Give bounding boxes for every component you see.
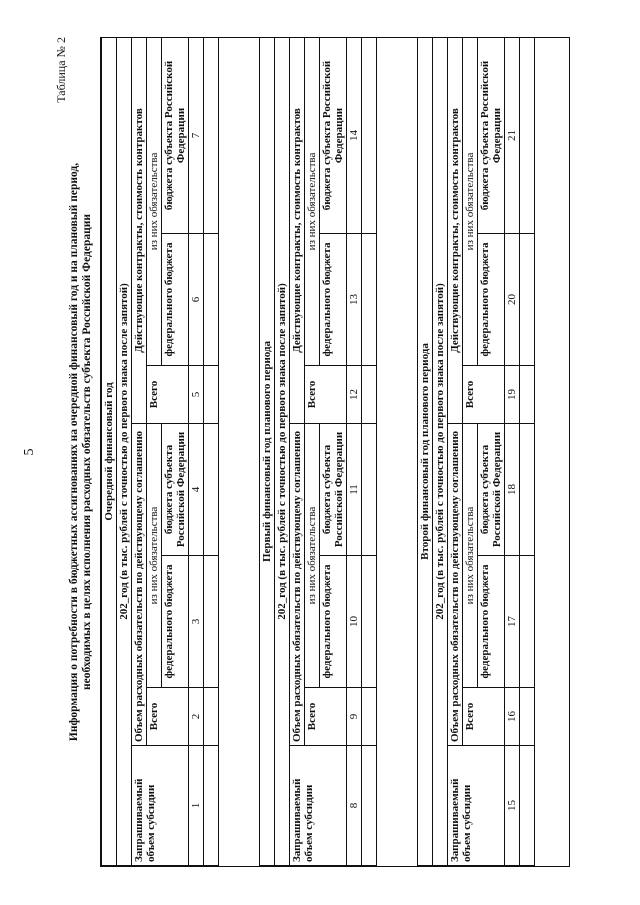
num-cell: 15 xyxy=(505,746,520,866)
num-cell: 6 xyxy=(189,234,204,366)
num-cell: 12 xyxy=(347,366,362,424)
block-current-year xyxy=(101,38,229,866)
col-of-which-2: из них обязательства xyxy=(147,37,162,365)
num-cell: 7 xyxy=(189,37,204,233)
table-number: Таблица № 2 xyxy=(54,37,68,103)
num-cell: 20 xyxy=(505,234,520,366)
num-cell: 18 xyxy=(505,424,520,556)
col-total-2: Всего xyxy=(463,366,505,424)
table-block-3 xyxy=(417,37,535,866)
num-cell: 2 xyxy=(189,688,204,746)
col-obligations: Объем расходных обязательств по действующему соглашению xyxy=(132,424,147,746)
block-second-plan-year xyxy=(417,38,535,866)
col-total: Всего xyxy=(305,688,347,746)
num-cell: 4 xyxy=(189,424,204,556)
col-regional-2: бюджета субъекта Российской Федерации xyxy=(478,37,505,233)
col-of-which: из них обязательства xyxy=(147,424,162,688)
col-total-2: Всего xyxy=(305,366,347,424)
col-of-which: из них обязательства xyxy=(463,424,478,688)
block-1-subheading: 202_год (в тыс. рублей с точностью до первого знака после запятой) xyxy=(117,37,132,865)
block-2-heading: Первый финансовый год планового периода xyxy=(260,37,275,865)
col-federal-2: федерального бюджета xyxy=(320,234,347,366)
col-contracts: Действующие контракты, стоимость контрактов xyxy=(132,37,147,423)
col-federal: федерального бюджета xyxy=(478,556,505,688)
col-total: Всего xyxy=(147,688,189,746)
table-frame xyxy=(100,37,570,867)
num-cell: 8 xyxy=(347,746,362,866)
col-requested-volume: Запрашиваемый объем субсидии xyxy=(132,746,189,866)
col-regional: бюджета субъекта Российской Федерации xyxy=(162,424,189,556)
col-of-which-2: из них обязательства xyxy=(463,37,478,365)
num-cell: 10 xyxy=(347,556,362,688)
col-requested-volume: Запрашиваемый объем субсидии xyxy=(448,746,505,866)
num-cell: 11 xyxy=(347,424,362,556)
num-cell: 1 xyxy=(189,746,204,866)
col-obligations: Объем расходных обязательств по действующему соглашению xyxy=(448,424,463,746)
table-block-2 xyxy=(259,37,377,866)
num-cell: 14 xyxy=(347,37,362,233)
block-2-subheading: 202_год (в тыс. рублей с точностью до первого знака после запятой) xyxy=(275,37,290,865)
title-line-1: Информация о потребности в бюджетных ассигнованиях на очередной финансовый год и на плановый период, xyxy=(68,162,80,742)
rotated-content xyxy=(22,37,580,867)
block-first-plan-year xyxy=(259,38,377,866)
block-3-subheading: 202_год (в тыс. рублей с точностью до первого знака после запятой) xyxy=(433,37,448,865)
num-cell: 9 xyxy=(347,688,362,746)
col-requested-volume: Запрашиваемый объем субсидии xyxy=(290,746,347,866)
block-1-heading: Очередной финансовый год xyxy=(102,37,117,865)
col-obligations: Объем расходных обязательств по действующему соглашению xyxy=(290,424,305,746)
col-regional: бюджета субъекта Российской Федерации xyxy=(320,424,347,556)
page-number: 5 xyxy=(22,448,37,456)
table-block-1 xyxy=(101,37,219,866)
num-cell: 17 xyxy=(505,556,520,688)
col-federal: федерального бюджета xyxy=(320,556,347,688)
col-federal-2: федерального бюджета xyxy=(162,234,189,366)
col-total: Всего xyxy=(463,688,505,746)
col-of-which: из них обязательства xyxy=(305,424,320,688)
col-federal: федерального бюджета xyxy=(162,556,189,688)
num-cell: 5 xyxy=(189,366,204,424)
document-title xyxy=(68,37,94,867)
col-of-which-2: из них обязательства xyxy=(305,37,320,365)
num-cell: 21 xyxy=(505,37,520,233)
num-cell: 16 xyxy=(505,688,520,746)
col-regional-2: бюджета субъекта Российской Федерации xyxy=(162,37,189,233)
col-contracts: Действующие контракты, стоимость контрактов xyxy=(290,37,305,423)
num-cell: 3 xyxy=(189,556,204,688)
col-regional: бюджета субъекта Российской Федерации xyxy=(478,424,505,556)
title-line-2: необходимых в целях исполнения расходных обязательств субъекта Российской Федерации xyxy=(81,214,93,690)
num-cell: 13 xyxy=(347,234,362,366)
block-3-heading: Второй финансовый год планового периода xyxy=(418,37,433,865)
col-regional-2: бюджета субъекта Российской Федерации xyxy=(320,37,347,233)
num-cell: 19 xyxy=(505,366,520,424)
col-federal-2: федерального бюджета xyxy=(478,234,505,366)
col-total-2: Всего xyxy=(147,366,189,424)
col-contracts: Действующие контракты, стоимость контрактов xyxy=(448,37,463,423)
